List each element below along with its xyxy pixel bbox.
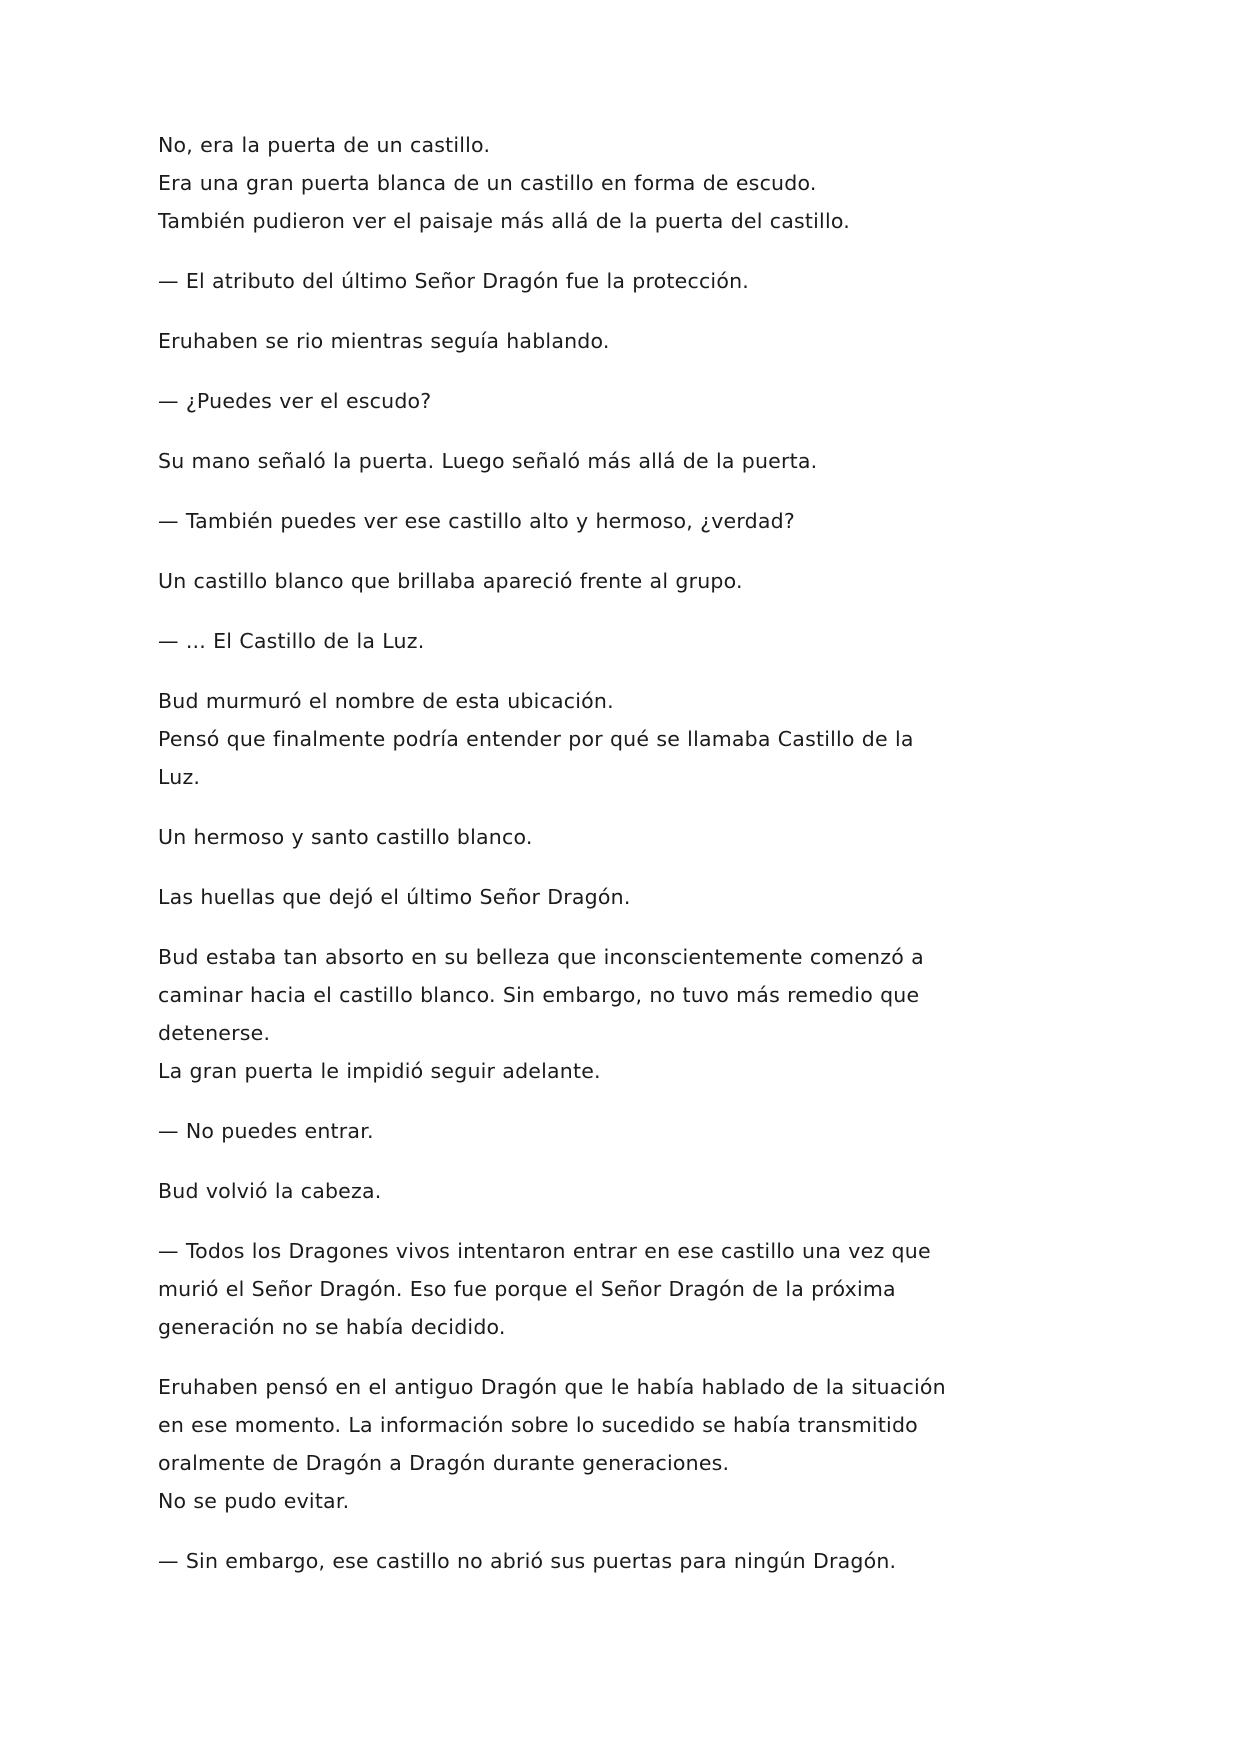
narration-paragraph — [158, 1172, 948, 1210]
text-line: No, era la puerta de un castillo. — [158, 133, 491, 157]
narration-paragraph — [158, 442, 948, 480]
text-line: Bud estaba tan absorto en su belleza que inconscientemente comenzó a caminar hacia el castillo blanco. Sin embargo, no tuvo más remedio que detenerse. — [158, 945, 924, 1045]
text-line: Bud murmuró el nombre de esta ubicación. — [158, 689, 614, 713]
body-text-column — [158, 126, 948, 1580]
text-line: — También puedes ver ese castillo alto y hermoso, ¿verdad? — [158, 509, 795, 533]
narration-paragraph — [158, 818, 948, 856]
dialogue-paragraph — [158, 1112, 948, 1150]
text-line: Eruhaben pensó en el antiguo Dragón que le había hablado de la situación en ese momento. La información sobre lo sucedido se había transmitido oralmente de Dragón a Dragón durante generaciones. — [158, 1375, 946, 1475]
narration-paragraph — [158, 938, 948, 1090]
narration-paragraph — [158, 878, 948, 916]
narration-paragraph — [158, 126, 948, 240]
dialogue-paragraph — [158, 622, 948, 660]
narration-paragraph — [158, 1368, 948, 1520]
dialogue-paragraph — [158, 1232, 948, 1346]
narration-paragraph — [158, 682, 948, 796]
text-line: Eruhaben se rio mientras seguía hablando. — [158, 329, 610, 353]
narration-paragraph — [158, 562, 948, 600]
text-line: Su mano señaló la puerta. Luego señaló más allá de la puerta. — [158, 449, 818, 473]
text-line: Bud volvió la cabeza. — [158, 1179, 382, 1203]
text-line: Pensó que finalmente podría entender por qué se llamaba Castillo de la Luz. — [158, 727, 914, 789]
text-line: Era una gran puerta blanca de un castillo en forma de escudo. — [158, 171, 817, 195]
dialogue-paragraph — [158, 382, 948, 420]
text-line: — Todos los Dragones vivos intentaron entrar en ese castillo una vez que murió el Señor Dragón. Eso fue porque el Señor Dragón de la próxima generación no se había decidido. — [158, 1239, 931, 1339]
dialogue-paragraph — [158, 262, 948, 300]
text-line: — No puedes entrar. — [158, 1119, 374, 1143]
text-line: No se pudo evitar. — [158, 1489, 350, 1513]
text-line: Un castillo blanco que brillaba apareció frente al grupo. — [158, 569, 743, 593]
dialogue-paragraph — [158, 1542, 948, 1580]
text-line: La gran puerta le impidió seguir adelante. — [158, 1059, 601, 1083]
text-line: Un hermoso y santo castillo blanco. — [158, 825, 533, 849]
dialogue-paragraph — [158, 502, 948, 540]
narration-paragraph — [158, 322, 948, 360]
text-line: — Sin embargo, ese castillo no abrió sus puertas para ningún Dragón. — [158, 1549, 897, 1573]
text-line: También pudieron ver el paisaje más allá de la puerta del castillo. — [158, 209, 850, 233]
text-line: — ¿Puedes ver el escudo? — [158, 389, 432, 413]
text-line: — El atributo del último Señor Dragón fue la protección. — [158, 269, 749, 293]
text-line: Las huellas que dejó el último Señor Dragón. — [158, 885, 631, 909]
text-line: — ... El Castillo de la Luz. — [158, 629, 425, 653]
